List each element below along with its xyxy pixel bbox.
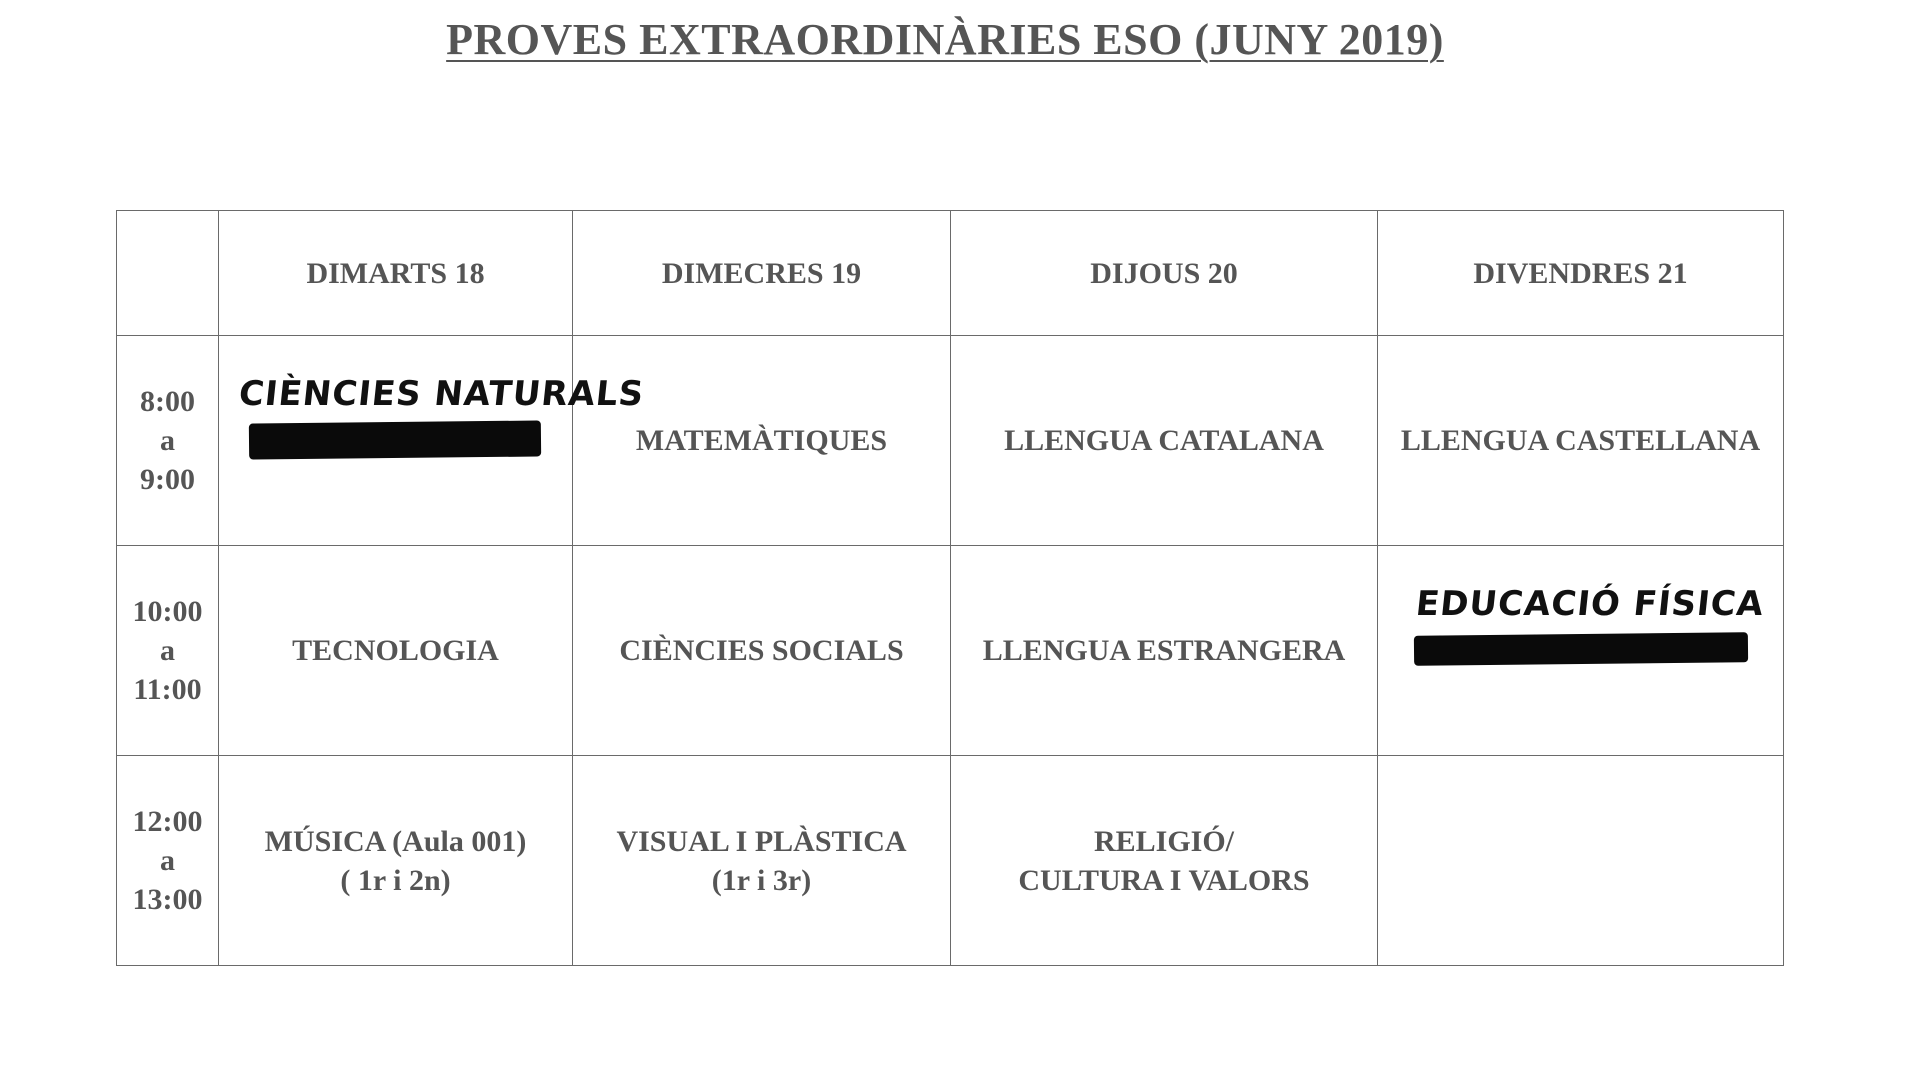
day-header: DIJOUS 20: [951, 211, 1378, 336]
handwritten-subject: EDUCACIÓ FÍSICA: [1413, 584, 1767, 624]
schedule-cell: [219, 546, 573, 756]
time-start: 8:00: [140, 385, 195, 418]
subject-sublabel: (1r i 3r): [711, 863, 812, 897]
time-end: 13:00: [132, 883, 203, 916]
table-row: [117, 336, 1784, 546]
exam-schedule-table: [116, 210, 1784, 966]
header-row: [117, 211, 1784, 336]
subject-label: VISUAL I PLÀSTICA: [616, 824, 907, 858]
schedule-cell: [219, 756, 573, 966]
table-row: [117, 546, 1784, 756]
schedule-cell: [951, 756, 1378, 966]
subject-label: MÚSICA (Aula 001): [264, 824, 527, 858]
subject-label: TECNOLOGIA: [292, 634, 499, 667]
schedule-cell: [1378, 336, 1784, 546]
subject-label: RELIGIÓ/: [1093, 824, 1235, 858]
day-header: DIMARTS 18: [219, 211, 573, 336]
schedule-cell: [573, 756, 951, 966]
day-header: DIMECRES 19: [573, 211, 951, 336]
time-start: 12:00: [132, 805, 203, 838]
redaction-bar: [249, 420, 541, 459]
subject-sublabel: ( 1r i 2n): [340, 863, 451, 897]
page-title: PROVES EXTRAORDINÀRIES ESO (JUNY 2019): [446, 15, 1444, 64]
subject-label: LLENGUA CASTELLANA: [1400, 424, 1761, 457]
schedule-cell: [951, 336, 1378, 546]
time-end: 9:00: [140, 463, 195, 496]
subject-label: LLENGUA ESTRANGERA: [982, 634, 1346, 667]
schedule-cell: [573, 336, 951, 546]
day-header: DIVENDRES 21: [1378, 211, 1784, 336]
time-separator: a: [160, 424, 175, 457]
schedule-cell-empty: [1378, 756, 1784, 966]
redaction-bar: [1414, 632, 1748, 665]
time-separator: a: [160, 844, 175, 877]
subject-label: LLENGUA CATALANA: [1004, 424, 1324, 457]
schedule-cell: [1378, 546, 1784, 756]
subject-label: MATEMÀTIQUES: [635, 424, 888, 457]
time-separator: a: [160, 634, 175, 667]
subject-sublabel: CULTURA I VALORS: [1018, 863, 1310, 897]
time-slot: [117, 336, 219, 546]
time-start: 10:00: [132, 595, 203, 628]
table-row: [117, 756, 1784, 966]
subject-label: CIÈNCIES SOCIALS: [619, 634, 904, 667]
schedule-cell: [951, 546, 1378, 756]
corner-cell: [117, 211, 219, 336]
handwritten-subject: CIÈNCIES NATURALS: [236, 374, 647, 414]
time-slot: [117, 756, 219, 966]
time-slot: [117, 546, 219, 756]
schedule-cell: [219, 336, 647, 546]
time-end: 11:00: [133, 673, 202, 706]
schedule-cell: [573, 546, 951, 756]
